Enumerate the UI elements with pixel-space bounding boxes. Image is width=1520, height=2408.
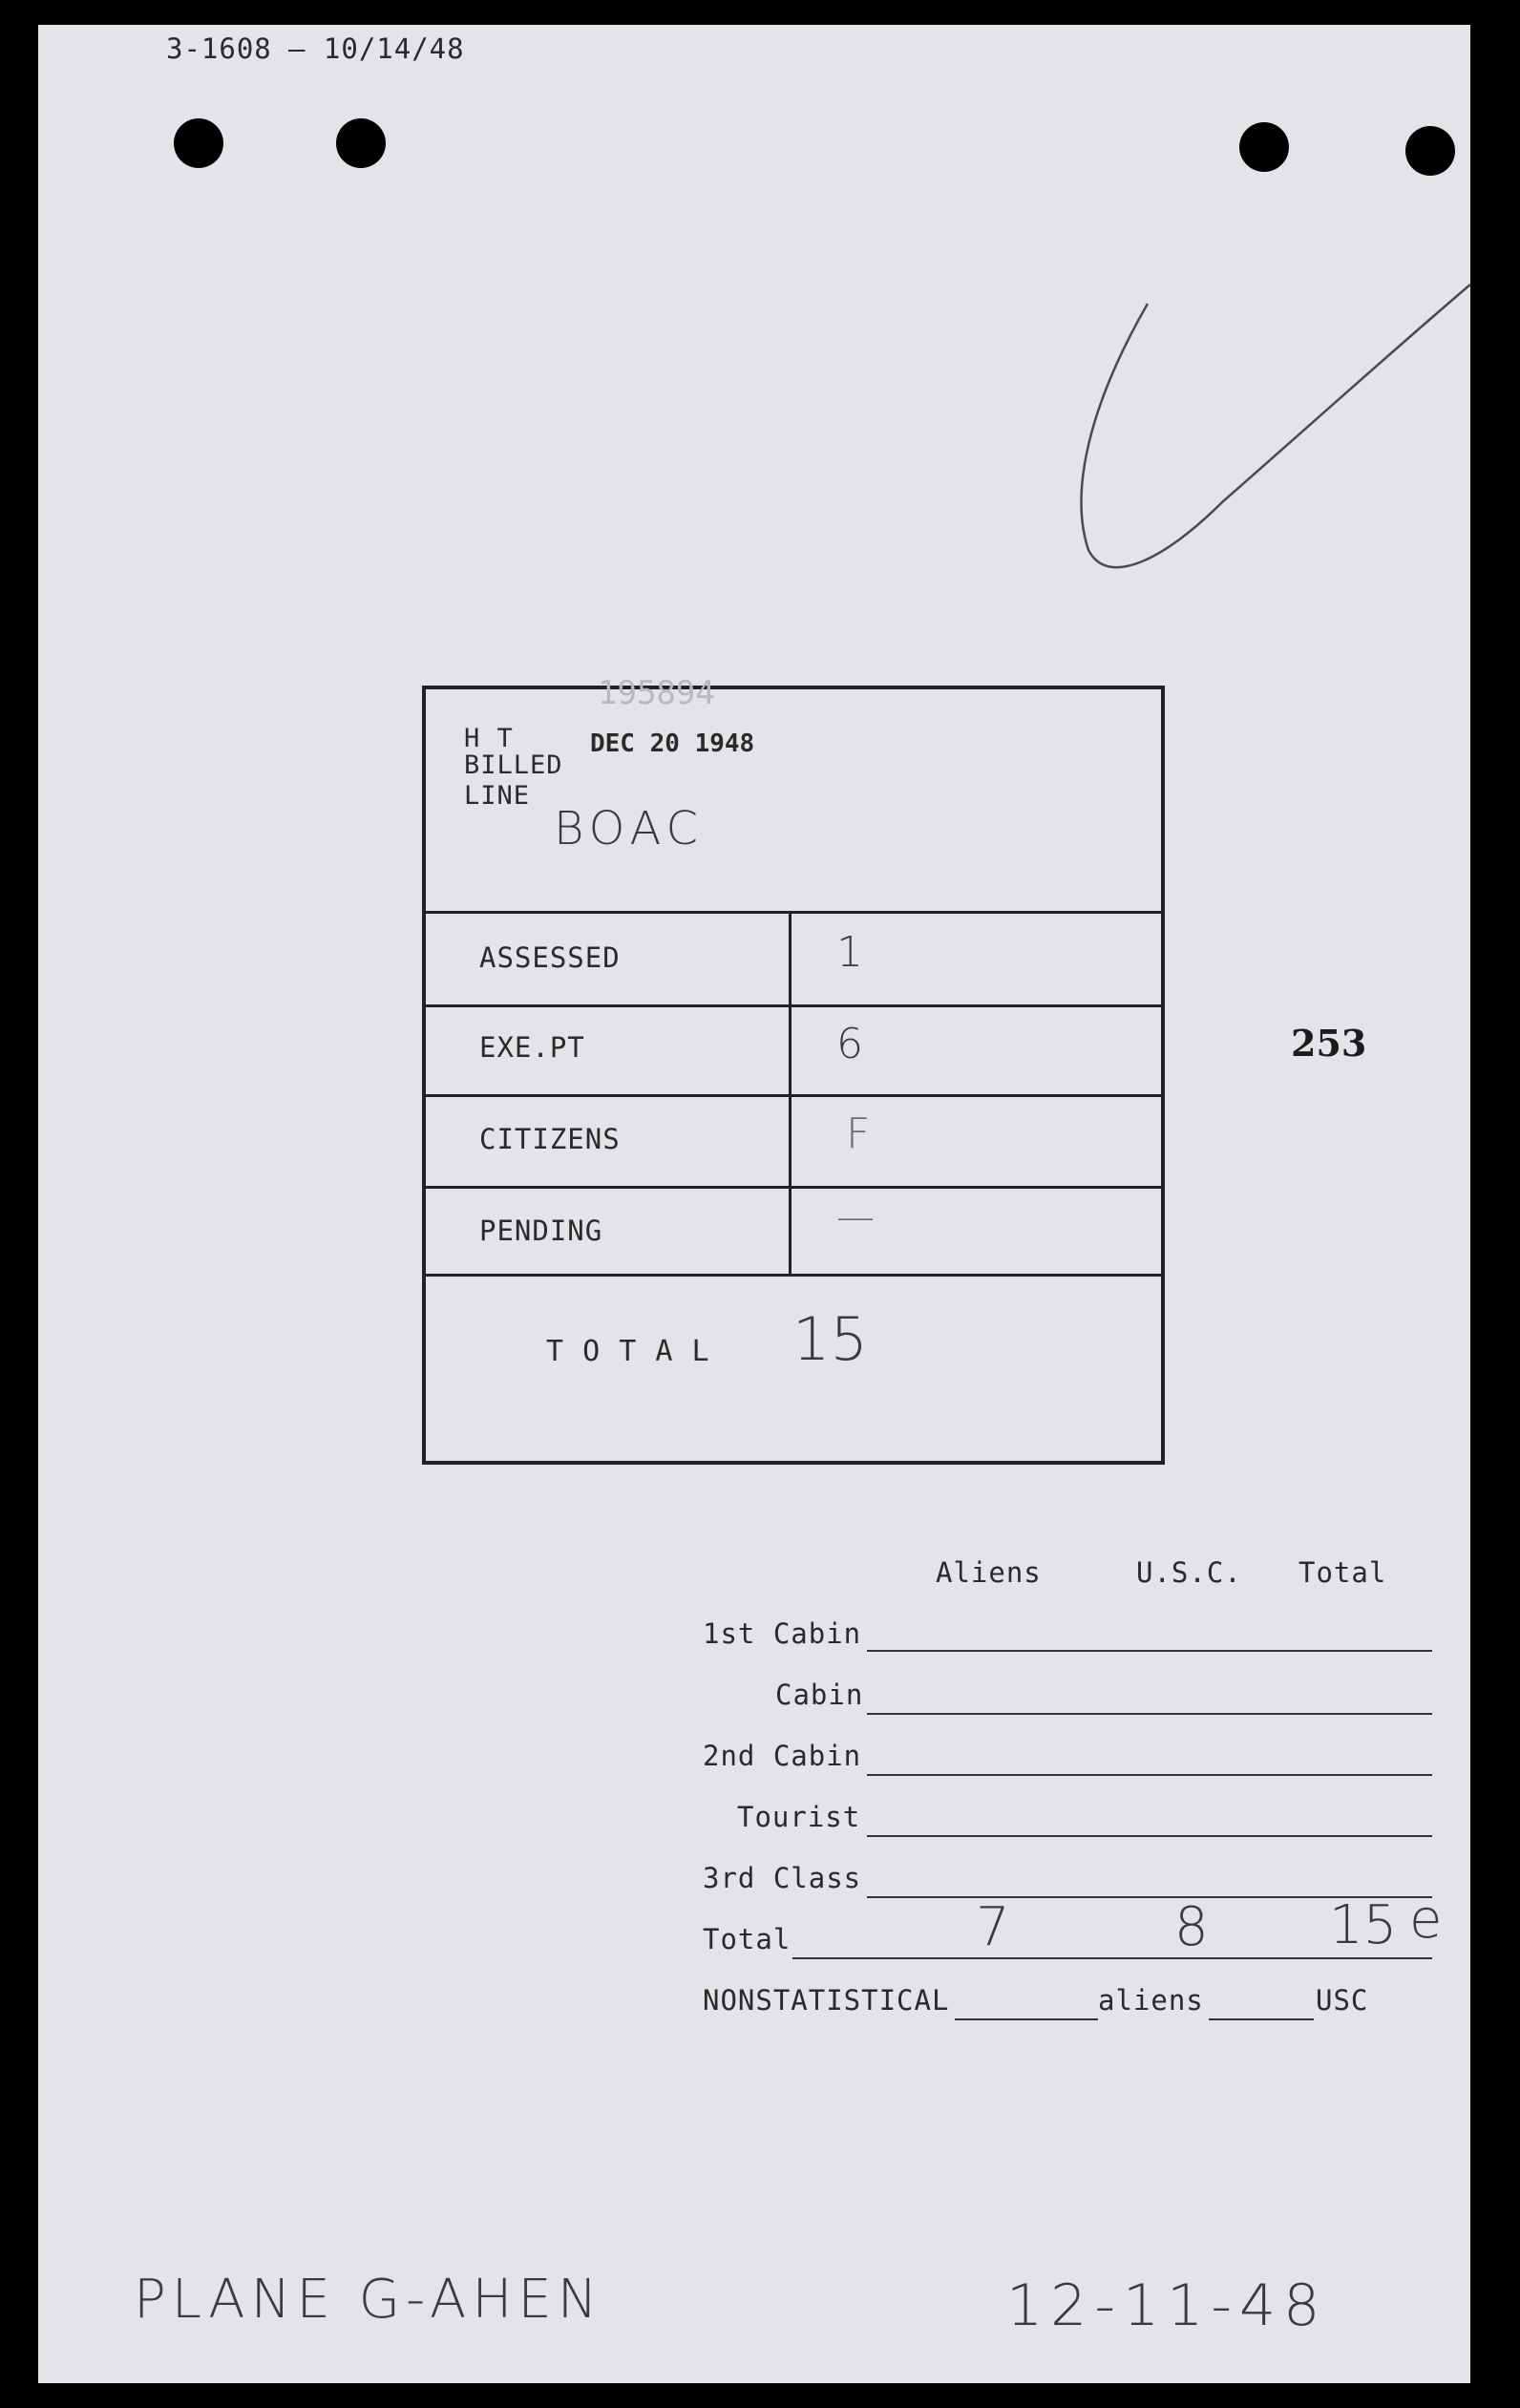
total-usc: 8 <box>1174 1896 1209 1958</box>
fill-line <box>867 1713 1432 1715</box>
check-mark-icon <box>1031 244 1470 607</box>
fill-line <box>1209 2018 1314 2020</box>
punch-hole <box>336 118 386 168</box>
row-value-citizens: F <box>846 1109 871 1158</box>
header-total: Total <box>1298 1556 1387 1589</box>
row-label-cabin: Cabin <box>775 1679 864 1711</box>
date-stamp: DEC 20 1948 <box>590 729 755 758</box>
document-page <box>38 25 1470 2383</box>
row-label-2nd-cabin: 2nd Cabin <box>703 1740 862 1772</box>
header-usc: U.S.C. <box>1136 1556 1242 1589</box>
nonstat-usc: USC <box>1316 1984 1369 2017</box>
row-label-pending: PENDING <box>479 1215 603 1247</box>
fill-line <box>867 1774 1432 1776</box>
divider <box>426 911 1161 914</box>
row-value-pending: — <box>836 1195 875 1239</box>
divider <box>426 1274 1161 1277</box>
divider <box>426 1004 1161 1007</box>
fill-line <box>867 1650 1432 1652</box>
fill-line <box>792 1957 1432 1959</box>
footer-date: 12-11-48 <box>1006 2272 1328 2339</box>
row-label-assessed: ASSESSED <box>479 941 621 974</box>
row-label-3rd-class: 3rd Class <box>703 1862 862 1894</box>
row-value-exempt: 6 <box>836 1020 863 1068</box>
total-mark: e <box>1409 1889 1443 1951</box>
row-label-exempt: EXE.PT <box>479 1031 585 1064</box>
punch-hole <box>1405 126 1455 176</box>
ht-label: H T <box>464 724 514 753</box>
total-aliens: 7 <box>976 1896 1010 1958</box>
row-label-citizens: CITIZENS <box>479 1123 621 1155</box>
line-value: BOAC <box>554 802 705 855</box>
column-divider <box>789 911 792 1276</box>
punch-hole <box>174 118 223 168</box>
form-date: — 10/14/48 <box>288 32 465 65</box>
fill-line <box>955 2018 1098 2020</box>
row-label-1st-cabin: 1st Cabin <box>703 1617 862 1650</box>
total-label: T O T A L <box>546 1335 710 1368</box>
row-value-assessed: 1 <box>836 928 863 977</box>
plane-id: PLANE G-AHEN <box>134 2269 603 2331</box>
line-label: LINE <box>464 781 531 811</box>
summary-box <box>422 674 1165 1465</box>
header-aliens: Aliens <box>936 1556 1042 1589</box>
row-label-total: Total <box>703 1923 792 1955</box>
nonstat-aliens: aliens <box>1098 1984 1204 2017</box>
nonstat-label: NONSTATISTICAL <box>703 1984 950 2017</box>
form-code: 3-1608 <box>166 32 272 65</box>
divider <box>426 1186 1161 1189</box>
page-number: 253 <box>1291 1022 1367 1065</box>
divider <box>426 1094 1161 1097</box>
row-label-tourist: Tourist <box>737 1801 861 1833</box>
punch-hole <box>1239 122 1289 172</box>
fill-line <box>867 1835 1432 1837</box>
billed-label: BILLED <box>464 750 563 780</box>
total-total: 15 <box>1329 1894 1398 1956</box>
total-value: 15 <box>792 1304 868 1374</box>
faint-number: 195894 <box>598 674 715 712</box>
